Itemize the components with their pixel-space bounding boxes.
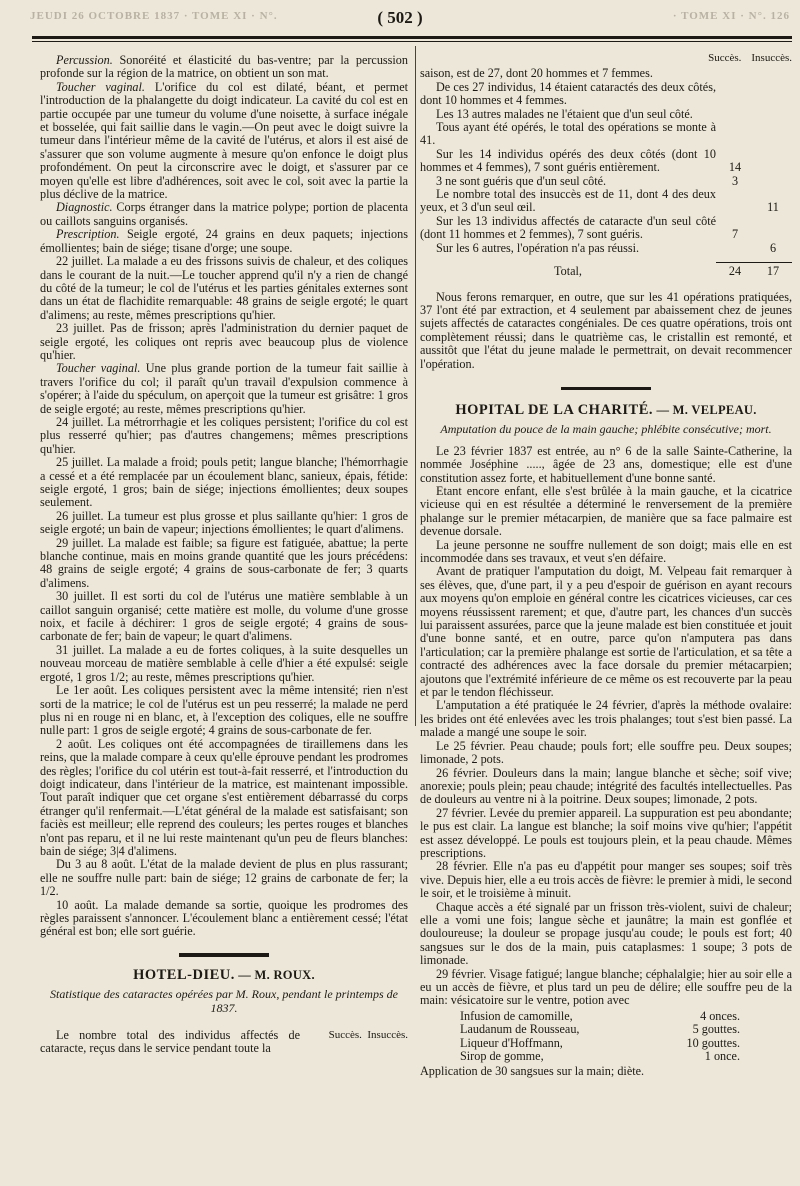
stats-value: 11: [767, 200, 779, 215]
stats-column-headers-right: [420, 52, 792, 65]
failure-column-header: Insuccès.: [367, 1029, 408, 1042]
paragraph-remarque: Nous ferons remarquer, en outre, que sur les 41 opérations pratiquées, 37 l'ont été par extraction, et 4 seulement par abaissement chez de jeunes sujets affectés de cataractes congéniales. De ces quatre opérations, trois ont complètement réussi; dans le quatrième cas, le cristallin est remonté, et aussitôt que l'état du jeune malade le permettrait, on devait recommencer l'opération.: [420, 289, 792, 371]
prescription-item: Sirop de gomme, 1 once.: [460, 1049, 740, 1064]
cataract-stats: [420, 67, 792, 147]
right-column: [420, 52, 792, 1079]
success-column-header: Succès.: [328, 1029, 362, 1042]
paragraph-application-sangsues: Application de 30 sangsues sur la main; diète.: [420, 1064, 645, 1079]
failure-column-header-right: Insuccès.: [751, 52, 792, 64]
stats-row-7: Sur les 13 individus affectés de cataracte d'un seul côté (dont 11 hommes et 2 femmes), 7 sont guéris. 7: [420, 215, 792, 242]
hotel-dieu-subtitle: Statistique des cataractes opérées par M. Roux, pendant le printemps de 1837.: [50, 987, 398, 1015]
total-failure: 17: [754, 262, 792, 278]
header-rule-thin: [32, 41, 792, 42]
section-separator: [179, 953, 269, 957]
stats-row-3: 3 ne sont guéris que d'un seul côté. 3: [420, 175, 792, 188]
paragraph-toucher-vaginal: Toucher vaginal. L'orifice du col est dilaté, béant, et permet l'introduction de la phalangette du doigt indicateur. La cavité du col est en partie occupée par une tumeur du volume d'une noisette, à surface inégale et bosselée, qui fait saillie dans le vagin.—On peut avec le doigt suivre la tumeur dans l'intérieur même de la cavité de l'utérus, et alors il est aisé de s'assurer que son volume augmente à mesure qu'on enfonce le doigt plus profondément. On peut la circonscrire avec le doigt, et s'assurer par ce moyen qu'elle est libre d'adhérences, soit avec le col, soit avec la partie la plus déclive de la matrice.: [40, 79, 409, 202]
section-separator-right: [561, 387, 651, 390]
paragraph-28-fevrier: 28 février. Elle n'a pas eu d'appétit pour manger ses soupes; soif très vive. Depuis hier, elle a eu trois accès de fièvre: le premier à midi, le second le soir, et le troisième à minuit.: [420, 859, 792, 901]
paragraph-diagnostic: Diagnostic. Corps étranger dans la matrice polype; portion de placenta ou caillots sanguins organisés.: [40, 200, 408, 228]
paragraph-10-aout: 10 août. La malade demande sa sortie, quoique les prodromes des règles paraissent s'annoncer. L'écoulement blanc a entièrement cessé; l'état général est bon; elle sort guérie.: [40, 897, 408, 939]
stats-value: 7: [731, 227, 739, 242]
hotel-dieu-stats-intro: [40, 1029, 408, 1056]
stats-value: 3: [731, 173, 739, 188]
prescription-list: [460, 1010, 792, 1064]
paragraph-prescription: Prescription. Seigle ergoté, 24 grains en deux paquets; injections émollientes; bain de siége; tisane d'orge; une soupe.: [40, 227, 408, 255]
show-through-header-right: · TOME XI · N°. 126: [672, 10, 790, 22]
paragraph-percussion: Percussion. Sonoréité et élasticité du bas-ventre; par la percussion profonde sur la région de la matrice, on obtient un son mat.: [40, 53, 408, 81]
charite-heading: HOPITAL DE LA CHARITÉ. — M. VELPEAU.: [455, 401, 757, 418]
hotel-dieu-heading: HOTEL-DIEU. — M. ROUX.: [133, 966, 315, 983]
stats-line-1: saison, est de 27, dont 20 hommes et 7 femmes.: [420, 66, 653, 81]
stats-row-11: Le nombre total des insuccès est de 11, dont 4 des deux yeux, et 3 d'un seul œil. 11: [420, 188, 792, 215]
show-through-header-left: JEUDI 26 OCTOBRE 1837 · TOME XI · N°.: [30, 10, 278, 22]
left-column: [40, 54, 408, 1056]
paragraph-25-fevrier: Le 25 février. Peau chaude; pouls fort; elle souffre peu. Deux soupes; limonade, 2 pots.: [420, 738, 792, 767]
stats-line-4: Tous ayant été opérés, le total des opérations se monte à 41.: [420, 120, 716, 148]
total-success: 24: [716, 262, 754, 278]
stats-value: 14: [728, 160, 742, 175]
paragraph-23-juillet: 23 juillet. Pas de frisson; après l'administration du dernier paquet de seigle ergoté, les coliques ont repris avec beaucoup plus de violence qu'hier.: [40, 321, 408, 362]
paragraph-29-fevrier: 29 février. Visage fatigué; langue blanche; céphalalgie; hier au soir elle a eu un accès de fièvre, et plus tard un peu de délire; elle souffre peu de la main: vésicatoire sur le ventre, potion avec: [420, 966, 792, 1008]
column-divider: [415, 46, 416, 726]
stats-row-14: Sur les 14 individus opérés des deux côtés (dont 10 hommes et 4 femmes), 7 sont guéris entièrement. 14: [420, 148, 792, 175]
paragraph-acces: Chaque accès a été signalé par un frisson très-violent, suivi de chaleur; elle a vomi une fois; langue sèche et jaunâtre; la main est gonflée et douloureuse; la douleur se propage jusqu'au coude; le pouls est fort; 40 sangsues sur le dos de la main, puis cataplasmes: 1 soupe; 3 pots de limonade.: [420, 899, 792, 968]
paragraph-24-juillet: 24 juillet. La métrorrhagie et les coliques persistent; l'orifice du col est plus resserré qu'hier; pas d'autres changemens; mêmes prescriptions qu'hier.: [40, 414, 408, 456]
charite-subtitle: Amputation du pouce de la main gauche; phlébite consécutive; mort.: [440, 422, 772, 437]
paragraph-26-fevrier: 26 février. Douleurs dans la main; langue blanche et sèche; soif vive; anorexie; pouls plein; peau chaude; intégrité des facultés intellectuelles. Pas de douleurs au ventre ni à la poitrine. Deux soupes; limonade, 2 pots.: [420, 765, 792, 807]
page-number: ( 502 ): [377, 8, 423, 27]
prescription-item: Laudanum de Rousseau, 5 gouttes.: [460, 1022, 740, 1037]
paragraph-1-aout: Le 1er août. Les coliques persistent avec la même intensité; rien n'est sorti de la matrice; le col de l'utérus est un peu resserré; la malade ne perd plus ni en rouge ni en blanc, et, à l'exception des coliques, elle ne souffre nulle part: 1 gros de seigle ergoté; 4 grains de sous-carbonate de fer.: [40, 683, 408, 738]
header-rule-thick: [32, 36, 792, 39]
hotel-dieu-intro-text: Le nombre total des individus affectés de cataracte, reçus dans le service pendant toute la: [40, 1028, 300, 1056]
paragraph-25-juillet: 25 juillet. La malade a froid; pouls petit; langue blanche; l'hémorrhagie a cessé et a été remplacée par un écoulement blanc, sanieux, épais, fétide: seigle ergoté, 1 gros; bain de siége; injections émollientes; deux soupes seulement.: [40, 455, 408, 510]
stats-column-headers: [329, 1029, 408, 1042]
success-column-header-right: Succès.: [708, 52, 742, 64]
paragraph-30-juillet: 30 juillet. Il est sorti du col de l'utérus une matière semblable à un caillot sanguin organisé; cette matière est molle, du volume d'une grosse noix, et facile à déchirer: 1 gros de seigle ergoté; 4 grains de sous-carbonate de fer; bain de vapeur; le quart d'alimens.: [40, 589, 408, 644]
paragraph-27-fevrier: 27 février. Levée du premier appareil. La suppuration est peu abondante; le pus est clair. La langue est blanche; la soif moins vive qu'hier; l'appétit est assez développé. Le pouls est toujours plein, et la peau chaude. Mêmes prescriptions.: [420, 805, 792, 860]
stats-value: 6: [769, 240, 777, 255]
paragraph-29-juillet: 29 juillet. La malade est faible; sa figure est fatiguée, abattue; la perte blanche continue, mais en moins grande quantité que les jours précédens: 48 grains de seigle ergoté; 4 grains de sous-carbonate de fer; 3 quarts d'alimens.: [40, 535, 408, 590]
paragraph-toucher-vaginal-2: Toucher vaginal. Une plus grande portion de la tumeur fait saillie à travers l'orifice du col; il paraît qu'un travail d'expulsion commence à s'opérer; à l'aide du spéculum, on aperçoit que la tumeur est grisâtre: 1 gros de seigle ergoté; au reste, mêmes prescriptions qu'hier.: [40, 361, 409, 416]
paragraph-3-8-aout: Du 3 au 8 août. L'état de la malade devient de plus en plus rassurant; elle ne souffre nulle part: bain de siége; 12 grains de carbonate de fer; la 1/2.: [40, 857, 408, 899]
paragraph-22-juillet: 22 juillet. La malade a eu des frissons suivis de chaleur, et des coliques dans le courant de la nuit.—Le toucher apprend qu'il n'y a rien de changé du côté de la tumeur; le col de l'utérus et les parties génitales externes sont dans un état de flachidite remarquable: 48 grains de seigle ergoté; le quart d'alimens; au reste, mêmes prescriptions qu'hier.: [40, 254, 408, 322]
stats-line-3: Les 13 autres malades ne l'étaient que d'un seul côté.: [436, 106, 693, 121]
paragraph-amputation: L'amputation a été pratiquée le 24 février, d'après la méthode ovalaire: les brides ont été enlevées avec les trois phalanges; tout s'est bien passé. La malade a mangé une soupe le soir.: [420, 698, 792, 740]
stats-line-2: De ces 27 individus, 14 étaient cataractés des deux côtés, dont 10 hommes et 4 femmes.: [420, 79, 716, 108]
total-label: Total,: [554, 264, 582, 279]
stats-row-6: Sur les 6 autres, l'opération n'a pas réussi. 6: [420, 242, 792, 255]
paragraph-31-juillet: 31 juillet. La malade a eu de fortes coliques, à la suite desquelles un nouveau morceau de matière semblable à celle d'hier a été expulsé: seigle ergoté, 1 gros 1/2; au reste, mêmes prescriptions qu'hier.: [40, 642, 408, 684]
paragraph-jeune-personne: La jeune personne ne souffre nullement de son doigt; mais elle en est incommodée dans ses travaux, et veut s'en défaire.: [420, 537, 792, 565]
paragraph-avant-amputation: Avant de pratiquer l'amputation du doigt, M. Velpeau fait remarquer à ses élèves, que, d'une part, il y a peu d'espoir de guérison en ayant recours aux moyens qu'on emploie en général contre les cicatrices vicieuses, car ces moyens réussissent rarement; et que, d'autre part, les chances d'un succès lui paraissent assurées, parce que la jeune malade est bien constituée et jouit d'une bonne santé, et en outre, parce qu'on n'amputera pas dans l'articulation; car la première phalange est sortie de l'articulation, et sa tête a contracté des adhérences avec la face dorsale du premier métacarpien; ajoutons que l'extrémité inférieure de ce même os est recouverte par la peau et par le tendon fléchisseur.: [420, 564, 792, 700]
paragraph-23-fevrier: Le 23 février 1837 est entrée, au n° 6 de la salle Sainte-Catherine, la nommée Joséphine ....., âgée de 23 ans, domestique; elle est d'une constitution assez forte, et habituellement d'une bonne santé.: [420, 443, 792, 485]
prescription-item: Liqueur d'Hoffmann, 10 gouttes.: [460, 1035, 740, 1050]
paragraph-26-juillet: 26 juillet. La tumeur est plus grosse et plus saillante qu'hier: 1 gros de seigle ergoté; un bain de vapeur; injections émollientes; le quart d'alimens.: [40, 508, 408, 537]
stats-total-row: [420, 261, 792, 278]
paragraph-enfance: Etant encore enfant, elle s'est brûlée à la main gauche, et la cicatrice vicieuse qui en est résultée a déterminé le renversement de la première phalange sur le premier métacarpien, de manière que sa face palmaire est devenue dorsale.: [420, 483, 792, 539]
prescription-item: Infusion de camomille, 4 onces.: [460, 1008, 740, 1023]
paragraph-2-aout: 2 août. Les coliques ont été accompagnées de tiraillemens dans les reins, que la malade compare à ceux qu'elle éprouve pendant les prodromes des règles; l'orifice du col utérin est tout-à-fait resserré, et l'introduction du doigt indicateur, dans l'intérieur de la matrice, est maintenant impossible. Tout paraît indiquer que cet organe s'est entièrement débarrassé du corps étranger qu'il renfermait.—L'état général de la malade est satisfaisant; son faciès est meilleur; elle reprend des couleurs; les pertes rouges et blanches n'ont pas reparu, et il ne lui reste maintenant qu'un peu de fleurs blanches: bain de siége; 3|4 d'alimens.: [40, 736, 408, 858]
